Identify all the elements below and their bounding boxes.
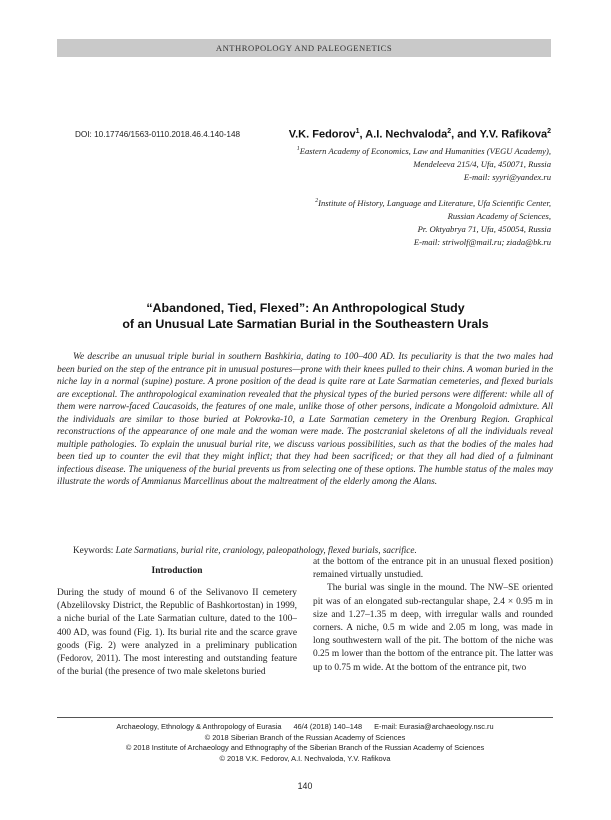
doi-identifier[interactable]: DOI: 10.17746/1563-0110.2018.46.4.140-148 (75, 130, 241, 139)
affiliation-2 (315, 195, 551, 248)
footer-divider (57, 717, 553, 718)
page-number: 140 (297, 781, 313, 791)
footer-journal-line (57, 722, 553, 733)
keywords-list: Late Sarmatians, burial rite, craniology, paleopathology, flexed burials, sacrifice. (115, 545, 417, 555)
affiliation-line: Russian Academy of Sciences, (447, 210, 551, 221)
body-paragraph: The burial was single in the mound. The NW–SE oriented pit was of an elongated sub-rectangular shape, 2.4 × 0.95 m in size and 1.27–1.35 m deep, with irregular walls and rounded corners. A niche, 0.5 m wide and 2.05 m long, was made in long southwestern wall of the pit. The bottom of the niche was 0.25 m lower than the bottom of the entrance pit. The latter was up to 0.75 m wide. At the bottom of the entrance pit, two (313, 583, 553, 673)
affiliation-line: Institute of History, Language and Literature, Ufa Scientific Center, (318, 197, 551, 208)
affiliation-line: Eastern Academy of Economics, Law and Humanities (VEGU Academy), (299, 145, 551, 156)
affiliation-mark: 2 (315, 198, 319, 204)
section-header-banner (57, 39, 551, 57)
body-column-left (57, 587, 297, 679)
section-heading-introduction: Introduction (151, 566, 203, 576)
copyright-line: © 2018 Institute of Archaeology and Ethnography of the Siberian Branch of the Russian Academy of Sciences (125, 743, 485, 753)
body-column-right (313, 556, 553, 675)
affiliation-mark: 1 (296, 146, 300, 152)
affiliation-email[interactable]: E-mail: striwolf@mail.ru; ziada@bk.ru (413, 236, 551, 247)
author-affiliation-mark: 2 (447, 128, 452, 135)
journal-name: Archaeology, Ethnology & Anthropology of Eurasia (116, 722, 282, 731)
keywords (73, 545, 417, 555)
author-affiliation-mark: 2 (547, 128, 551, 135)
abstract: We describe an unusual triple burial in southern Bashkiria, dating to 100–400 AD. Its peculiarity is that the two males had been buried on the step of the entrance pit in unusual postures—prone with their knees pulled to their chins. A woman buried in the niche lay in a normal (supine) posture. A prone position of the dead is quite rare at Late Sarmatian cemeteries, and flexed burials are exceptional. The anthropological examination revealed that the physical types of the buried persons were different: while all of them were narrow-faced Caucasoids, the features of one male, unlike those of other persons, indicate a Mongoloid admixture. All the individuals are similar to those buried at Pokrovka-10, a Late Sarmatian cemetery in the Orenburg Region. Graphical reconstructions of the appearance of one male and the woman were made. The postcranial skeletons of all the individuals reveal multiple pathologies. To explain the unusual burial rite, we discuss various possibilities, such as that the bodies of the males had been tied up to counter the evil that they might inflict; that they had been sacrificed; or that they all had died of a fulminant infectious disease. The uniqueness of the burial prevents us from selecting one of these options. The humble status of the males may illustrate the words of Ammianus Marcellinus about the maltreatment of the elderly among the Alans. (57, 352, 553, 488)
copyright-line: © 2018 V.K. Fedorov, A.I. Nechvaloda, Y.V. Rafikova (219, 753, 391, 763)
author-affiliation-mark: 1 (355, 128, 360, 135)
author-separator: , and (451, 128, 480, 141)
copyright-line: © 2018 Siberian Branch of the Russian Academy of Sciences (204, 732, 406, 742)
journal-email[interactable]: E-mail: Eurasia@archaeology.nsc.ru (374, 722, 494, 731)
body-paragraph: During the study of mound 6 of the Selivanovo II cemetery (Abzelilovsky District, the Republic of Bashkortostan) in 1999, a niche burial of the Late Sarmatian culture, dated to the 100–400 AD, was found (Fig. 1). Its burial rite and the scarce grave goods (Fig. 2) were analyzed in a preliminary publication (Fedorov, 2011). The most interesting and outstanding feature of the burial (the presence of two male skeletons buried (57, 588, 297, 678)
author-list (289, 128, 551, 141)
footer (57, 722, 553, 764)
author-name: A.I. Nechvaloda (365, 128, 448, 141)
affiliation-line: Mendeleeva 215/4, Ufa, 450071, Russia (413, 158, 551, 169)
author-name: V.K. Fedorov (288, 128, 356, 141)
author-separator: , (359, 128, 366, 141)
title-line: “Abandoned, Tied, Flexed”: An Anthropological Study (146, 301, 465, 315)
affiliation-email[interactable]: E-mail: syyri@yandex.ru (463, 171, 551, 182)
section-header-text: ANTHROPOLOGY AND PALEOGENETICS (215, 43, 393, 53)
author-name: Y.V. Rafikova (479, 128, 548, 141)
title-line: of an Unusual Late Sarmatian Burial in the Southeastern Urals (122, 317, 489, 331)
article-title (60, 300, 551, 332)
journal-issue: 46/4 (2018) 140–148 (293, 722, 363, 731)
affiliation-line: Pr. Oktyabrya 71, Ufa, 450054, Russia (417, 223, 551, 234)
affiliation-1 (297, 143, 551, 184)
keywords-label: Keywords: (73, 545, 114, 555)
body-paragraph-continued: at the bottom of the entrance pit in an unusual flexed position) remained virtually unstudied. (313, 557, 553, 581)
